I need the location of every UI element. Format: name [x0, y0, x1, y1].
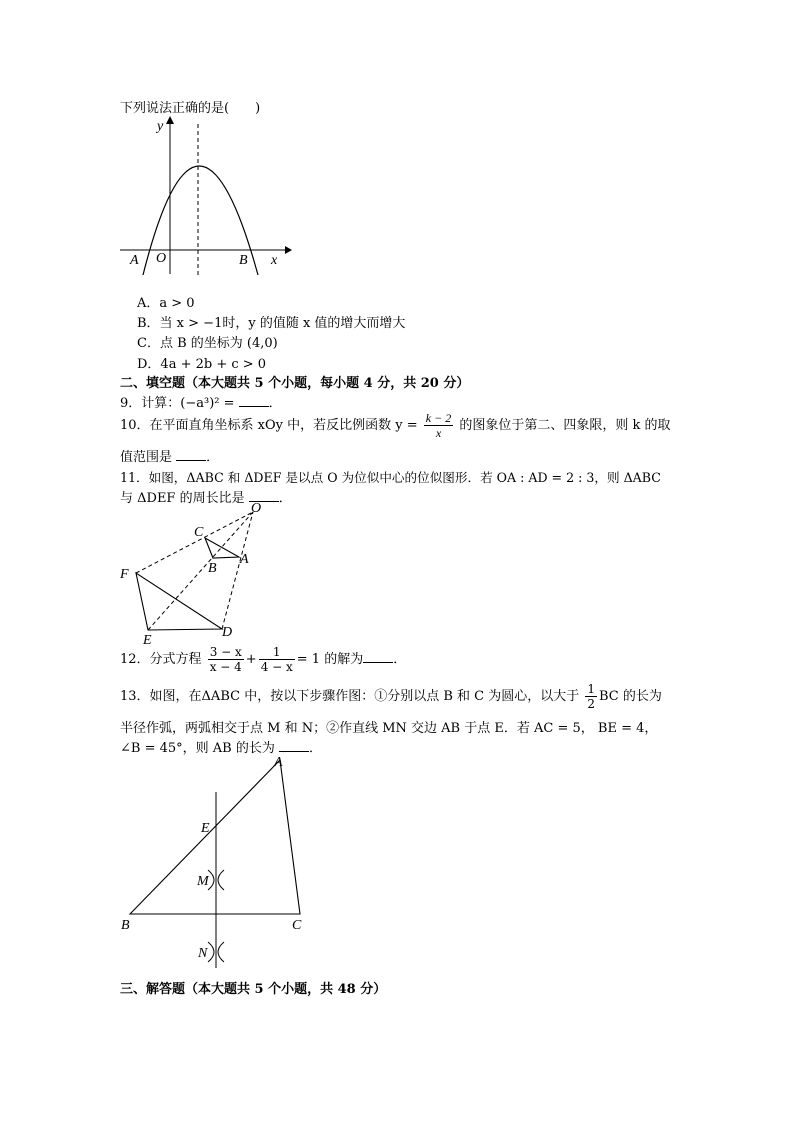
section-3-heading: 三、解答题（本大题共 5 个小题，共 48 分） [120, 982, 387, 997]
question-9 [120, 392, 282, 411]
q10-frac-num: k − 2 [425, 411, 452, 425]
parabola-graph [115, 112, 295, 277]
q10-end: ． [206, 450, 220, 465]
triangle-abc [130, 760, 300, 914]
label-a: A [240, 552, 249, 567]
q12-fraction-1 [208, 645, 244, 674]
question-13-line-1 [120, 682, 662, 711]
label-d: D [222, 625, 233, 640]
label-n: N [198, 946, 208, 961]
q10-text-1: 10．在平面直角坐标系 xOy 中，若反比例函数 y = [120, 418, 422, 433]
option-d: D．4a + 2b + c > 0 [137, 357, 267, 372]
q10-frac-den: x [435, 426, 442, 440]
q13-half-fraction [585, 682, 597, 711]
arc-m-2 [218, 870, 224, 890]
homothety-figure [110, 500, 280, 648]
q10-fraction [424, 411, 453, 440]
point-b-label: B [239, 253, 248, 268]
q12-f1-den: x − 4 [209, 660, 242, 674]
label-a: A [274, 755, 283, 770]
question-10-line-2 [120, 446, 219, 465]
q12-blank [363, 651, 393, 663]
q12-plus: + [245, 652, 257, 667]
label-c: C [292, 918, 302, 933]
x-axis-arrow [285, 246, 292, 254]
question-10-line-1 [120, 411, 671, 440]
q13-end: ． [308, 741, 322, 756]
q11-text: 与 ΔDEF 的周长比是 [120, 491, 249, 506]
x-label: x [271, 253, 278, 268]
label-c: C [194, 525, 204, 540]
option-b: B．当 x > −1时，y 的值随 x 值的增大而增大 [137, 316, 406, 331]
triangle-def [136, 573, 222, 630]
q12-f2-den: 4 − x [260, 660, 293, 674]
q12-fraction-2 [259, 645, 295, 674]
label-o: O [251, 501, 262, 516]
question-12 [120, 645, 406, 674]
q10-text-2: 的图象位于第二、四象限，则 k 的取 [455, 418, 671, 433]
q9-end: ． [268, 396, 282, 411]
arc-n-1 [208, 942, 214, 962]
q10-blank [176, 449, 206, 461]
line-of [136, 512, 253, 573]
q13-text-1: 13．如图，在ΔABC 中，按以下步骤作图：①分别以点 B 和 C 为圆心，以大于 [120, 689, 584, 704]
y-label: y [157, 119, 164, 134]
triangle-construction-figure [110, 752, 320, 970]
q13-half-num: 1 [587, 682, 595, 696]
origin-label: O [156, 251, 167, 266]
q10-text-3: 值范围是 [120, 450, 177, 465]
q9-blank [239, 395, 269, 407]
label-f: F [120, 567, 129, 582]
question-intro: 下列说法正确的是( ) [120, 101, 261, 116]
label-e: E [143, 633, 152, 648]
label-m: M [197, 874, 209, 889]
label-b: B [121, 918, 130, 933]
label-b: B [208, 561, 217, 576]
y-axis-arrow [166, 116, 174, 124]
q12-text: 12．分式方程 [120, 652, 206, 667]
option-a: A．a > 0 [137, 296, 195, 311]
option-c: C．点 B 的坐标为 (4,0) [137, 336, 278, 351]
q12-end: ． [393, 652, 407, 667]
question-13-line-2: 半径作弧，两弧相交于点 M 和 N；②作直线 MN 交边 AB 于点 E．若 AC = 5， BE = 4， [120, 721, 658, 736]
q11-end: ． [278, 491, 292, 506]
q13-text-2: BC 的长为 [599, 689, 662, 704]
section-2-heading: 二、填空题（本大题共 5 个小题，每小题 4 分，共 20 分） [120, 376, 470, 391]
q12-f1-num: 3 − x [209, 645, 242, 659]
q9-text: 9．计算：(−a³)² = [120, 396, 239, 411]
q13-text-3: ∠B = 45°，则 AB 的长为 [120, 741, 279, 756]
label-e: E [201, 821, 210, 836]
q12-text-2: = 1 的解为 [296, 652, 364, 667]
triangle-abc [205, 538, 239, 558]
arc-n-2 [218, 942, 224, 962]
q13-blank [279, 740, 309, 752]
question-11-line-1: 11．如图，ΔABC 和 ΔDEF 是以点 O 为位似中心的位似图形．若 OA : AD = 2 : 3，则 ΔABC [120, 470, 661, 485]
arc-m-1 [208, 870, 214, 890]
q12-f2-num: 1 [259, 645, 295, 660]
point-a-label: A [130, 253, 139, 268]
q13-half-den: 2 [587, 697, 595, 711]
